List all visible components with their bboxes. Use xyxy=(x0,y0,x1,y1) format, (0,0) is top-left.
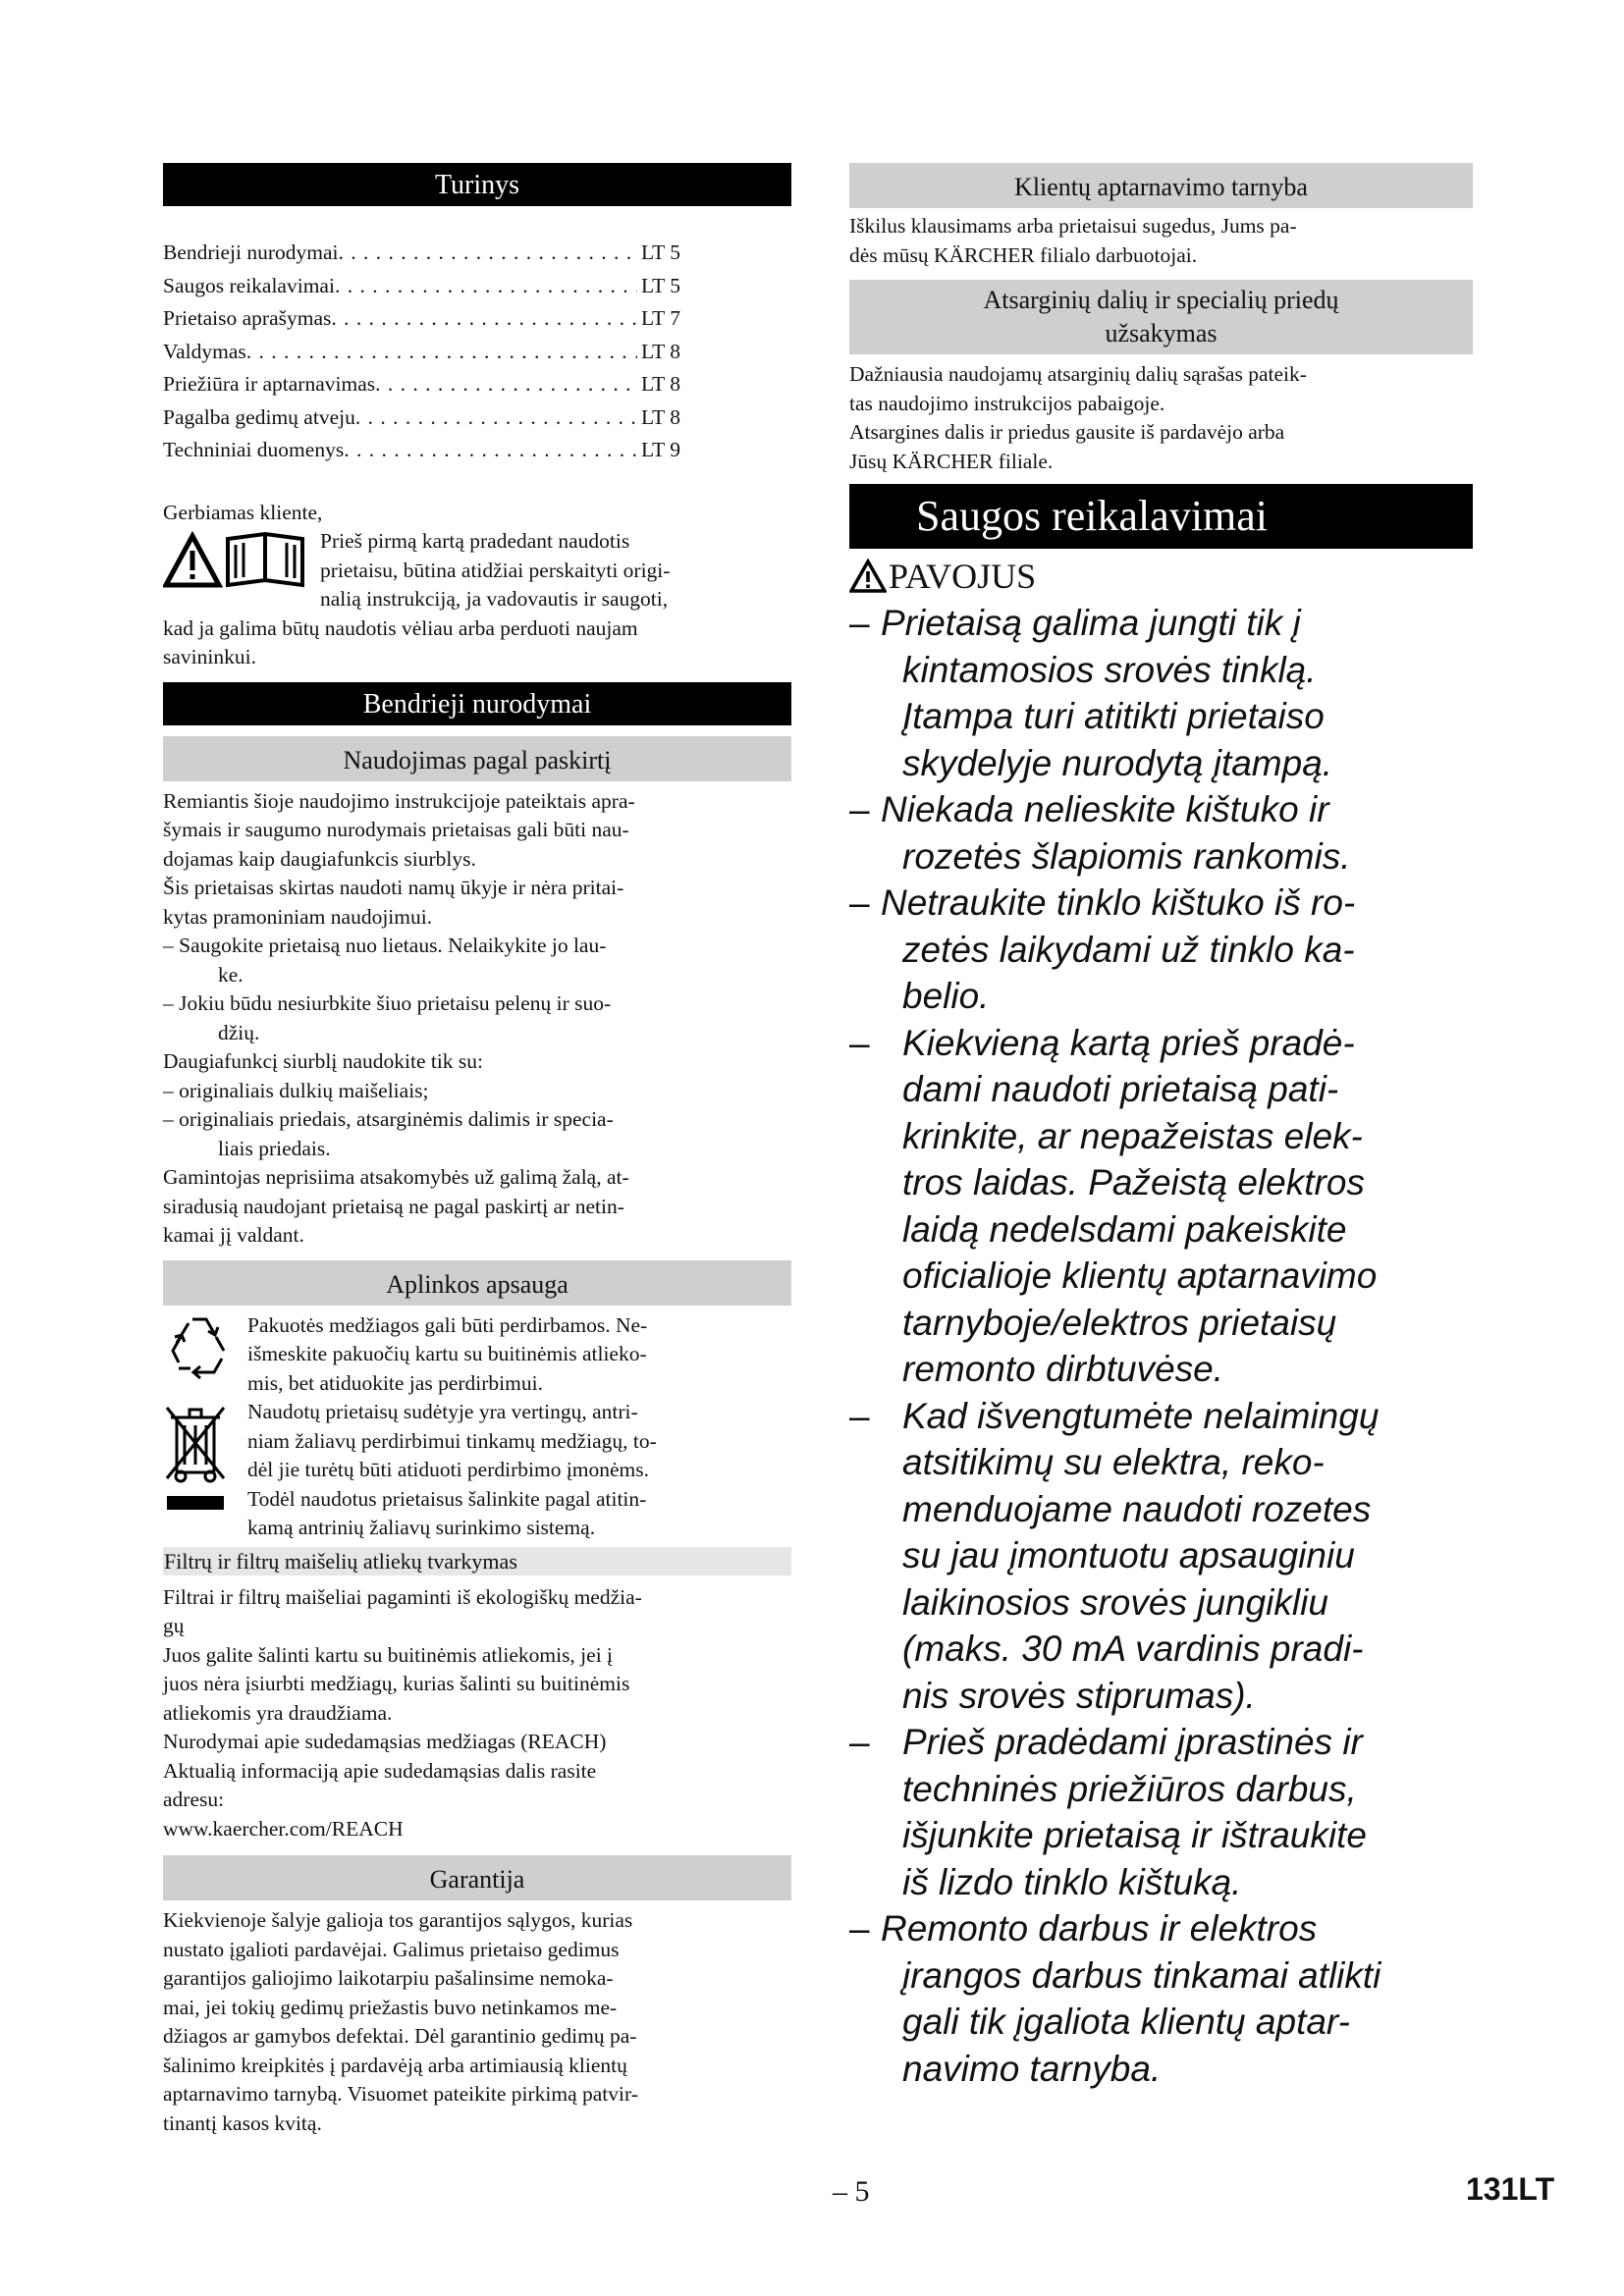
warranty-line: nustato įgalioti pardavėjai. Galimus prietaiso gedimus xyxy=(163,1937,620,1961)
spare-parts-title-line: užsakymas xyxy=(1105,319,1218,347)
toc-entry-page: LT 5 xyxy=(640,273,680,297)
safety-item-cont xyxy=(849,1253,1473,1300)
usage-line: Daugiafunkcį siurblį naudokite tik su: xyxy=(163,1049,484,1073)
usage-dash: – Jokiu būdu nesiurbkite šiuo prietaisu pelenų ir suo- xyxy=(163,991,612,1015)
usage-dash: – originaliais dulkių maišeliais; xyxy=(163,1078,429,1102)
safety-item-cont xyxy=(849,693,1473,740)
bullet-dash xyxy=(849,1766,902,1813)
warranty-line: aptarnavimo tarnybą. Visuomet pateikite pirkimą patvir- xyxy=(163,2082,638,2106)
spare-parts-line: Atsargines dalis ir priedus gausite iš pardavėjo arba xyxy=(849,420,1285,444)
filter-line: adresu: xyxy=(163,1788,225,1811)
customer-service-line: dės mūsų KÄRCHER filialo darbuotojai. xyxy=(849,242,1198,267)
safety-item-cont xyxy=(849,927,1473,974)
safety-item-cont xyxy=(849,1626,1473,1673)
usage-line: kamai jį valdant. xyxy=(163,1223,304,1247)
toc-dot-leader xyxy=(375,368,637,401)
safety-item-cont xyxy=(849,1439,1473,1486)
toc-dot-leader xyxy=(339,237,637,270)
danger-heading xyxy=(849,553,1473,600)
bullet-dash xyxy=(849,1439,902,1486)
safety-item-cont xyxy=(849,2046,1473,2093)
usage-line: Šis prietaisas skirtas naudoti namų ūkyje ir nėra pritai- xyxy=(163,876,624,899)
intro-line: savininkui. xyxy=(163,645,256,668)
warranty-title: Garantija xyxy=(163,1855,791,1900)
weee-line: Todėl naudotus prietaisus šalinkite pagal atitin- xyxy=(247,1486,647,1511)
left-column xyxy=(163,163,791,2138)
bullet-dash xyxy=(849,1952,902,2000)
toc-dot-leader xyxy=(355,401,637,435)
safety-text: tarnyboje/elektros prietaisų xyxy=(902,1302,1337,1343)
filter-line: gų xyxy=(163,1614,185,1637)
safety-item xyxy=(849,600,1473,647)
safety-text: (maks. 30 mA vardinis pradi- xyxy=(902,1629,1364,1669)
safety-text: Remonto darbus ir elektros xyxy=(881,1908,1318,1949)
safety-text: gali tik įgaliota klientų aptar- xyxy=(902,2002,1350,2042)
spare-parts-line: tas naudojimo instrukcijos pabaigoje. xyxy=(849,391,1165,415)
toc-list xyxy=(163,237,791,467)
page-code: 131LT xyxy=(1466,2171,1555,2207)
safety-text: tros laidas. Pažeistą elektros xyxy=(902,1162,1365,1202)
safety-item-cont xyxy=(849,1579,1473,1627)
toc-entry[interactable] xyxy=(163,302,680,336)
intro-line: kad ja galima būtų naudotis vėliau arba perduoti naujam xyxy=(163,615,638,640)
safety-item-cont xyxy=(849,1113,1473,1160)
usage-dash-cont: liais priedais. xyxy=(218,1136,331,1160)
weee-block xyxy=(163,1398,791,1543)
bullet-dash xyxy=(849,1812,902,1859)
safety-item-cont xyxy=(849,1859,1473,1906)
usage-text xyxy=(163,787,791,1251)
safety-text: remonto dirbtuvėse. xyxy=(902,1349,1224,1389)
recycle-block xyxy=(163,1311,791,1399)
toc-dot-leader xyxy=(331,302,637,336)
toc-entry-page: LT 7 xyxy=(640,306,680,330)
usage-line: Remiantis šioje naudojimo instrukcijoje pateiktais apra- xyxy=(163,788,635,813)
recycle-line: išmeskite pakuočių kartu su buitinėmis atlieko- xyxy=(247,1342,647,1365)
general-title: Bendrieji nurodymai xyxy=(163,682,791,725)
usage-dash: – Saugokite prietaisą nuo lietaus. Nelaikykite jo lau- xyxy=(163,934,607,957)
safety-text: iš lizdo tinklo kištuką. xyxy=(902,1861,1242,1902)
bullet-dash xyxy=(849,1253,902,1300)
warranty-line: džiagos ar gamybos defektai. Dėl garantinio gedimų pa- xyxy=(163,2024,637,2048)
safety-title: Saugos reikalavimai xyxy=(849,484,1473,549)
safety-text: laidą nedelsdami pakeiskite xyxy=(902,1208,1347,1250)
toc-dot-leader xyxy=(344,434,637,467)
bullet-dash: – xyxy=(849,1395,870,1436)
right-column xyxy=(849,163,1473,2092)
bullet-dash xyxy=(849,1159,902,1206)
filter-line: juos nėra įsiurbti medžiagų, kurias šalinti su buitinėmis xyxy=(163,1672,630,1695)
safety-item-cont xyxy=(849,833,1473,881)
safety-item-cont xyxy=(849,1999,1473,2046)
safety-item-cont xyxy=(849,1066,1473,1113)
weee-line: dėl jie turėtų būti atiduoti perdirbimo įmonėms. xyxy=(247,1458,650,1481)
toc-dot-leader xyxy=(246,336,637,369)
weee-line: niam žaliavų perdirbimui tinkamų medžiagų, to- xyxy=(247,1428,657,1453)
safety-text: Kiekvieną kartą prieš pradė- xyxy=(902,1022,1355,1063)
warning-triangle-icon xyxy=(849,559,887,594)
bullet-dash xyxy=(849,973,902,1020)
safety-text: menduojame naudoti rozetes xyxy=(902,1488,1372,1529)
safety-text: įrangos darbus tinkamai atlikti xyxy=(902,1954,1381,1996)
toc-entry[interactable] xyxy=(163,336,680,369)
bullet-dash xyxy=(849,693,902,740)
usage-line: šymais ir saugumo nurodymais prietaisas gali būti nau- xyxy=(163,818,629,841)
toc-entry-page: LT 8 xyxy=(640,372,680,396)
safety-text: krinkite, ar nepažeistas elek- xyxy=(902,1115,1363,1156)
warranty-line: garantijos galiojimo laikotarpiu pašalinsime nemoka- xyxy=(163,1966,614,1990)
bullet-dash: – xyxy=(849,882,870,923)
page-number: – 5 xyxy=(833,2175,870,2208)
toc-entry-label: Pagalba gedimų atveju xyxy=(163,404,355,429)
safety-text: Netraukite tinklo kištuko iš ro- xyxy=(881,882,1356,923)
manual-warning-icon xyxy=(163,527,320,614)
bullet-dash xyxy=(849,1300,902,1347)
usage-line: siradusią naudojant prietaisą ne pagal paskirtį ar netin- xyxy=(163,1194,624,1218)
safety-item-cont xyxy=(849,1532,1473,1579)
safety-text: Prieš pradėdami įprastinės ir xyxy=(902,1722,1363,1762)
safety-text: navimo tarnyba. xyxy=(902,2048,1162,2089)
safety-text: laikinosios srovės jungikliu xyxy=(902,1581,1328,1623)
filter-line: Aktualią informaciją apie sudedamąsias dalis rasite xyxy=(163,1758,597,1783)
warranty-line: tinantį kasos kvitą. xyxy=(163,2110,322,2135)
bullet-dash xyxy=(849,1859,902,1906)
weee-line: kamą antrinių žaliavų surinkimo sistemą. xyxy=(247,1516,596,1539)
bullet-dash: – xyxy=(849,789,870,829)
safety-text: oficialioje klientų aptarnavimo xyxy=(902,1255,1378,1296)
safety-item-cont xyxy=(849,1300,1473,1347)
filter-text xyxy=(163,1583,791,1844)
bullet-dash xyxy=(849,1673,902,1720)
usage-title: Naudojimas pagal paskirtį xyxy=(163,736,791,781)
toc-title: Turinys xyxy=(163,163,791,206)
bullet-dash xyxy=(849,1999,902,2046)
recycle-icon xyxy=(163,1311,247,1399)
safety-list xyxy=(849,600,1473,2092)
toc-entry[interactable] xyxy=(163,368,680,401)
safety-item-cont xyxy=(849,1812,1473,1859)
safety-item xyxy=(849,1020,1473,1067)
bullet-dash xyxy=(849,647,902,694)
safety-text: belio. xyxy=(902,976,990,1016)
safety-item-cont xyxy=(849,647,1473,694)
spare-parts-line: Dažniausia naudojamų atsarginių dalių sąrašas pateik- xyxy=(849,362,1307,386)
safety-item-cont xyxy=(849,1346,1473,1393)
warranty-line: šalinimo kreipkitės į pardavėją arba artimiausią klientų xyxy=(163,2053,627,2077)
safety-text: Niekada nelieskite kištuko ir xyxy=(881,789,1329,829)
safety-item xyxy=(849,1905,1473,1952)
usage-dash-cont: ke. xyxy=(218,962,244,987)
safety-text: nis srovės stiprumas). xyxy=(902,1675,1256,1716)
bullet-dash: – xyxy=(849,1908,870,1949)
safety-item xyxy=(849,1393,1473,1440)
bullet-dash xyxy=(849,1486,902,1533)
safety-item-cont xyxy=(849,1673,1473,1720)
weee-line: Naudotų prietaisų sudėtyje yra vertingų, antri- xyxy=(247,1400,638,1423)
intro-line: nalią instrukciją, ja vadovautis ir saugoti, xyxy=(320,587,669,611)
safety-item-cont xyxy=(849,973,1473,1020)
recycle-line: Pakuotės medžiagos gali būti perdirbamos. Ne- xyxy=(247,1312,648,1337)
warranty-text xyxy=(163,1906,791,2138)
filter-line: Juos galite šalinti kartu su buitinėmis atliekomis, jei į xyxy=(163,1642,614,1667)
safety-text: rozetės šlapiomis rankomis. xyxy=(902,835,1351,877)
bullet-dash xyxy=(849,740,902,787)
bullet-dash xyxy=(849,1532,902,1579)
safety-item xyxy=(849,1719,1473,1766)
bullet-dash xyxy=(849,833,902,881)
toc-entry-label: Prietaiso aprašymas xyxy=(163,306,332,330)
filter-line: Nurodymai apie sudedamąsias medžiagas (REACH) xyxy=(163,1730,607,1753)
usage-dash-cont: džių. xyxy=(218,1020,260,1044)
safety-text: skydelyje nurodytą įtampą. xyxy=(902,742,1333,783)
bullet-dash: – xyxy=(849,603,870,643)
bullet-dash xyxy=(849,1066,902,1113)
toc-entry[interactable] xyxy=(163,434,680,467)
bullet-dash xyxy=(849,2046,902,2093)
safety-text: Įtampa turi atitikti prietaiso xyxy=(902,696,1325,736)
filter-line: Filtrai ir filtrų maišeliai pagaminti iš ekologiškų medžia- xyxy=(163,1584,642,1609)
environment-title: Aplinkos apsauga xyxy=(163,1260,791,1306)
reach-link[interactable]: www.kaercher.com/REACH xyxy=(163,1816,404,1841)
toc-dot-leader xyxy=(335,270,637,303)
bullet-dash: – xyxy=(849,1722,870,1762)
safety-text: dami naudoti prietaisą pati- xyxy=(902,1069,1339,1109)
toc-entry-label: Techniniai duomenys xyxy=(163,438,345,461)
bullet-dash xyxy=(849,1626,902,1673)
toc-entry-label: Bendrieji nurodymai xyxy=(163,240,339,264)
toc-entry[interactable] xyxy=(163,237,680,270)
usage-line: dojamas kaip daugiafunkcis siurblys. xyxy=(163,846,476,871)
warranty-line: Kiekvienoje šalyje galioja tos garantijos sąlygos, kurias xyxy=(163,1908,633,1932)
usage-dash: – originaliais priedais, atsarginėmis dalimis ir specia- xyxy=(163,1107,614,1131)
toc-entry-page: LT 8 xyxy=(640,339,680,363)
customer-service-title: Klientų aptarnavimo tarnyba xyxy=(849,163,1473,208)
safety-text: išjunkite prietaisą ir ištraukite xyxy=(902,1815,1367,1855)
danger-label: PAVOJUS xyxy=(889,557,1037,596)
safety-item-cont xyxy=(849,1486,1473,1533)
safety-text: atsitikimų su elektra, reko- xyxy=(902,1442,1325,1482)
safety-item-cont xyxy=(849,740,1473,787)
intro-line: Prieš pirmą kartą pradedant naudotis xyxy=(320,529,630,553)
customer-service-line: Iškilus klausimams arba prietaisui sugedus, Jums pa- xyxy=(849,214,1297,238)
safety-item xyxy=(849,786,1473,833)
weee-bin-icon xyxy=(163,1398,247,1543)
safety-item-cont xyxy=(849,1766,1473,1813)
toc-entry-label: Valdymas xyxy=(163,339,246,363)
spare-parts-line: Jūsų KÄRCHER filiale. xyxy=(849,449,1054,473)
toc-entry-page: LT 9 xyxy=(640,438,680,461)
bullet-dash xyxy=(849,1113,902,1160)
toc-entry-label: Priežiūra ir aptarnavimas xyxy=(163,372,376,396)
safety-text: su jau įmontuotu apsauginiu xyxy=(902,1535,1355,1575)
safety-item-cont xyxy=(849,1206,1473,1254)
bullet-dash: – xyxy=(849,1022,870,1063)
usage-line: Gamintojas neprisiima atsakomybės už galimą žalą, at- xyxy=(163,1165,629,1189)
recycle-line: mis, bet atiduokite jas perdirbimui. xyxy=(247,1370,543,1395)
toc-entry-label: Saugos reikalavimai xyxy=(163,273,335,297)
safety-text: techninės priežiūros darbus, xyxy=(902,1768,1357,1809)
safety-item-cont xyxy=(849,1159,1473,1206)
toc-entry-page: LT 8 xyxy=(640,404,680,429)
bullet-dash xyxy=(849,1206,902,1254)
safety-text: Kad išvengtumėte nelaimingų xyxy=(902,1395,1380,1436)
toc-entry-page: LT 5 xyxy=(640,240,680,264)
intro-line: prietaisu, būtina atidžiai perskaityti origi- xyxy=(320,558,671,582)
bullet-dash xyxy=(849,1579,902,1627)
bullet-dash xyxy=(849,1346,902,1393)
intro-block xyxy=(163,527,791,614)
safety-item-cont xyxy=(849,1952,1473,2000)
safety-text: zetės laikydami už tinklo ka- xyxy=(902,929,1355,970)
greeting: Gerbiamas kliente, xyxy=(163,500,323,524)
toc-entry[interactable] xyxy=(163,270,680,303)
toc-entry[interactable] xyxy=(163,401,680,435)
safety-text: Prietaisą galima jungti tik į xyxy=(881,603,1301,643)
filter-line: atliekomis yra draudžiama. xyxy=(163,1700,393,1725)
safety-text: kintamosios srovės tinklą. xyxy=(902,649,1317,690)
bullet-dash xyxy=(849,927,902,974)
spare-parts-title-line: Atsarginių dalių ir specialių priedų xyxy=(983,286,1339,314)
spare-parts-title xyxy=(849,280,1473,354)
usage-line: kytas pramoniniam naudojimui. xyxy=(163,904,433,929)
safety-item xyxy=(849,880,1473,927)
warranty-line: mai, jei tokių gedimų priežastis buvo netinkamos me- xyxy=(163,1995,618,2019)
filter-title: Filtrų ir filtrų maišelių atliekų tvarkymas xyxy=(163,1547,791,1575)
